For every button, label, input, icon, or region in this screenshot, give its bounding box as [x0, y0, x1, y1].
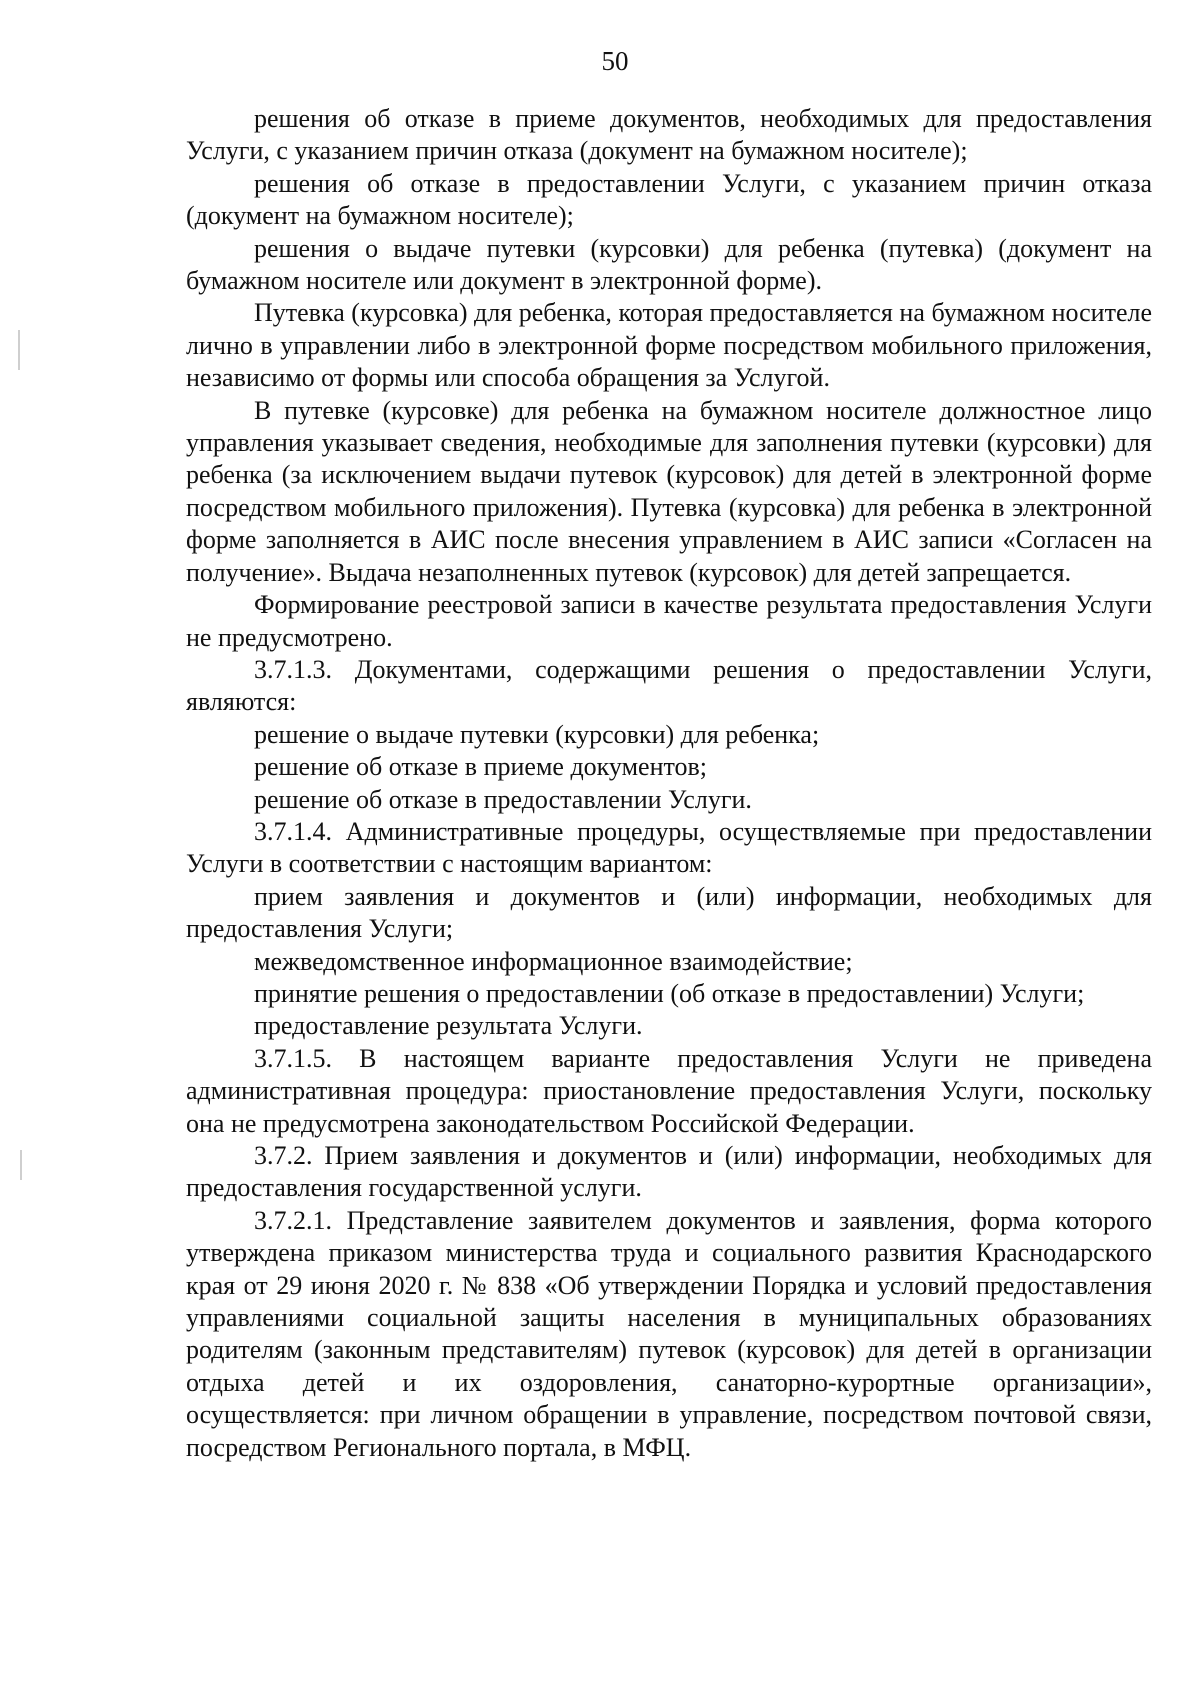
- list-item: прием заявления и документов и (или) информации, необходимых для предоставления Услуги;: [186, 881, 1152, 944]
- list-item: решение об отказе в предоставлении Услуги.: [254, 784, 752, 814]
- paragraph: решения об отказе в приеме документов, необходимых для предоставления Услуги, с указанием причин отказа (документ на бумажном носителе);: [186, 104, 1152, 166]
- paragraph: В путевке (курсовке) для ребенка на бумажном носителе должностное лицо управления указывает сведения, необходимые для заполнения путевки (курсовки) для ребенка (за исключением выдачи путевок (курсовок) для детей в электронной форме посредством мобильного приложения). Путевка (курсовка) для ребенка в электронной форме заполняется в АИС после внесения управлением в АИС записи «Согласен на получение». Выдача незаполненных путевок (курсовок) для детей запрещается.: [186, 395, 1152, 587]
- list-item: предоставление результата Услуги.: [254, 1011, 643, 1041]
- paragraph: решения об отказе в предоставлении Услуги, с указанием причин отказа (документ на бумажном носителе);: [186, 168, 1152, 231]
- paragraph: Формирование реестровой записи в качестве результата предоставления Услуги не предусмотрено.: [186, 590, 1152, 652]
- document-body: [186, 103, 1152, 1464]
- scan-margin-mark: [20, 1150, 22, 1180]
- paragraph: 3.7.2. Прием заявления и документов и (или) информации, необходимых для предоставления государственной услуги.: [186, 1141, 1152, 1203]
- paragraph: 3.7.2.1. Представление заявителем документов и заявления, форма которого утверждена приказом министерства труда и социального развития Краснодарского края от 29 июня 2020 г. № 838 «Об утверждении Порядка и условий предоставления управлениями социальной защиты населения в муниципальных образованиях родителям (законным представителям) путевок (курсовок) для детей в организации отдыха детей и их оздоровления, санаторно-курортные организации», осуществляется: при личном обращении в управление, посредством почтовой связи, посредством Регионального портала, в МФЦ.: [186, 1205, 1152, 1462]
- paragraph: Путевка (курсовка) для ребенка, которая предоставляется на бумажном носителе лично в управлении либо в электронной форме посредством мобильного приложения, независимо от формы или способа обращения за Услугой.: [186, 298, 1152, 393]
- paragraph: решения о выдаче путевки (курсовки) для ребенка (путевка) (документ на бумажном носителе или документ в электронной форме).: [186, 233, 1152, 296]
- scan-margin-mark: [18, 330, 20, 370]
- list-item: принятие решения о предоставлении (об отказе в предоставлении) Услуги;: [254, 978, 1085, 1008]
- list-item: межведомственное информационное взаимодействие;: [254, 946, 853, 976]
- paragraph: 3.7.1.5. В настоящем варианте предоставления Услуги не приведена административная процедура: приостановление предоставления Услуги, поскольку она не предусмотрена законодательством Российской Федерации.: [186, 1043, 1152, 1138]
- paragraph: 3.7.1.4. Административные процедуры, осуществляемые при предоставлении Услуги в соответствии с настоящим вариантом:: [186, 816, 1152, 879]
- list-item: решение о выдаче путевки (курсовки) для ребенка;: [254, 719, 820, 749]
- list-item: решение об отказе в приеме документов;: [254, 752, 708, 782]
- paragraph: 3.7.1.3. Документами, содержащими решения о предоставлении Услуги, являются:: [186, 654, 1152, 717]
- page-number: 50: [601, 46, 629, 76]
